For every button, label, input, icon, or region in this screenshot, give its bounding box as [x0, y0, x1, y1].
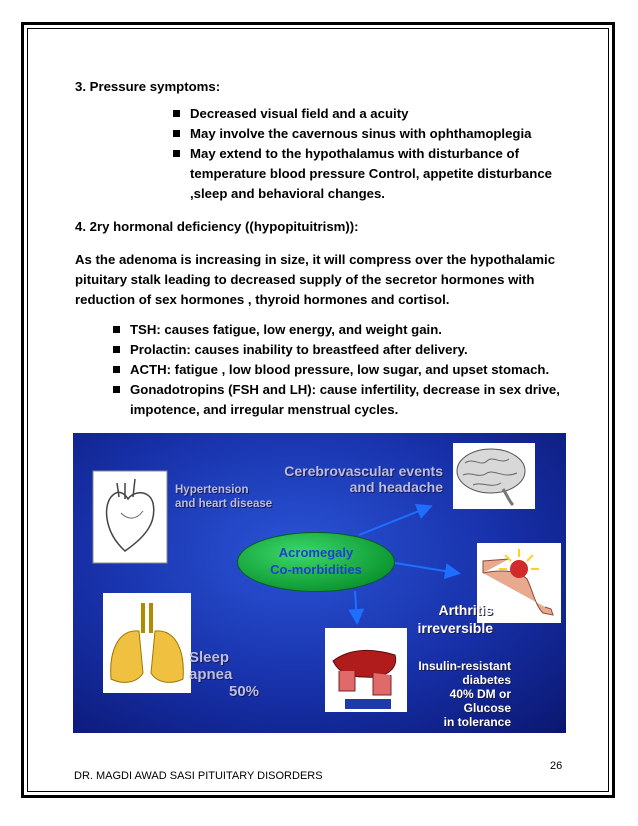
arthritis-label: Arthritis irreversible — [417, 602, 493, 636]
brain-icon — [453, 443, 535, 509]
section4-paragraph-line: As the adenoma is increasing in size, it will compress over the hypothalamic — [75, 252, 556, 267]
list-item: Gonadotropins (FSH and LH): cause infertility, decrease in sex drive, — [130, 380, 560, 400]
bullet-square-icon — [173, 150, 180, 157]
section4-paragraph-line: reduction of sex hormones , thyroid hormones and cortisol. — [75, 292, 450, 307]
bullet-square-icon — [113, 366, 120, 373]
bullet-square-icon — [113, 346, 120, 353]
page-number: 26 — [550, 760, 563, 772]
section3-bullet-list — [190, 104, 552, 204]
cerebrovascular-label: Cerebrovascular events and headache — [284, 463, 443, 495]
list-item: Prolactin: causes inability to breastfeed after delivery. — [130, 340, 560, 360]
bullet-square-icon — [173, 110, 180, 117]
list-item: May involve the cavernous sinus with ophthamoplegia — [190, 124, 552, 144]
list-item-continuation: temperature blood pressure Control, appetite disturbance — [190, 166, 552, 181]
acromegaly-center-node: Acromegaly Co-morbidities — [237, 532, 395, 592]
section4-heading: 4. 2ry hormonal deficiency ((hypopituitrism)): — [75, 219, 359, 234]
hypertension-label: Hypertension and heart disease — [175, 484, 273, 510]
bullet-square-icon — [113, 326, 120, 333]
acromegaly-comorbidities-figure — [73, 433, 566, 733]
diabetes-label: Insulin-resistant diabetes 40% DM or Glucose in tolerance — [418, 659, 511, 729]
section3-heading: 3. Pressure symptoms: — [75, 79, 221, 94]
section4-paragraph-line: pituitary stalk leading to decreased supply of the secretor hormones with — [75, 272, 535, 287]
arrow-icon — [359, 507, 429, 535]
section4-bullet-list — [130, 320, 560, 420]
list-item: May extend to the hypothalamus with disturbance of — [190, 144, 552, 164]
arrow-icon — [355, 591, 357, 621]
bullet-square-icon — [173, 130, 180, 137]
list-item-continuation: impotence, and irregular menstrual cycles. — [130, 402, 399, 417]
bullet-square-icon — [113, 386, 120, 393]
list-item: ACTH: fatigue , low blood pressure, low sugar, and upset stomach. — [130, 360, 560, 380]
sleep-apnea-label: Sleep apnea 50% — [189, 649, 260, 700]
pancreas-icon — [325, 628, 407, 712]
arrow-icon — [395, 563, 457, 573]
heart-icon — [93, 471, 167, 563]
list-item: Decreased visual field and a acuity — [190, 104, 552, 124]
lungs-icon — [103, 593, 191, 693]
list-item: TSH: causes fatigue, low energy, and weight gain. — [130, 320, 560, 340]
footer-author: DR. MAGDI AWAD SASI PITUITARY DISORDERS — [74, 770, 323, 782]
list-item-continuation: ,sleep and behavioral changes. — [190, 186, 385, 201]
